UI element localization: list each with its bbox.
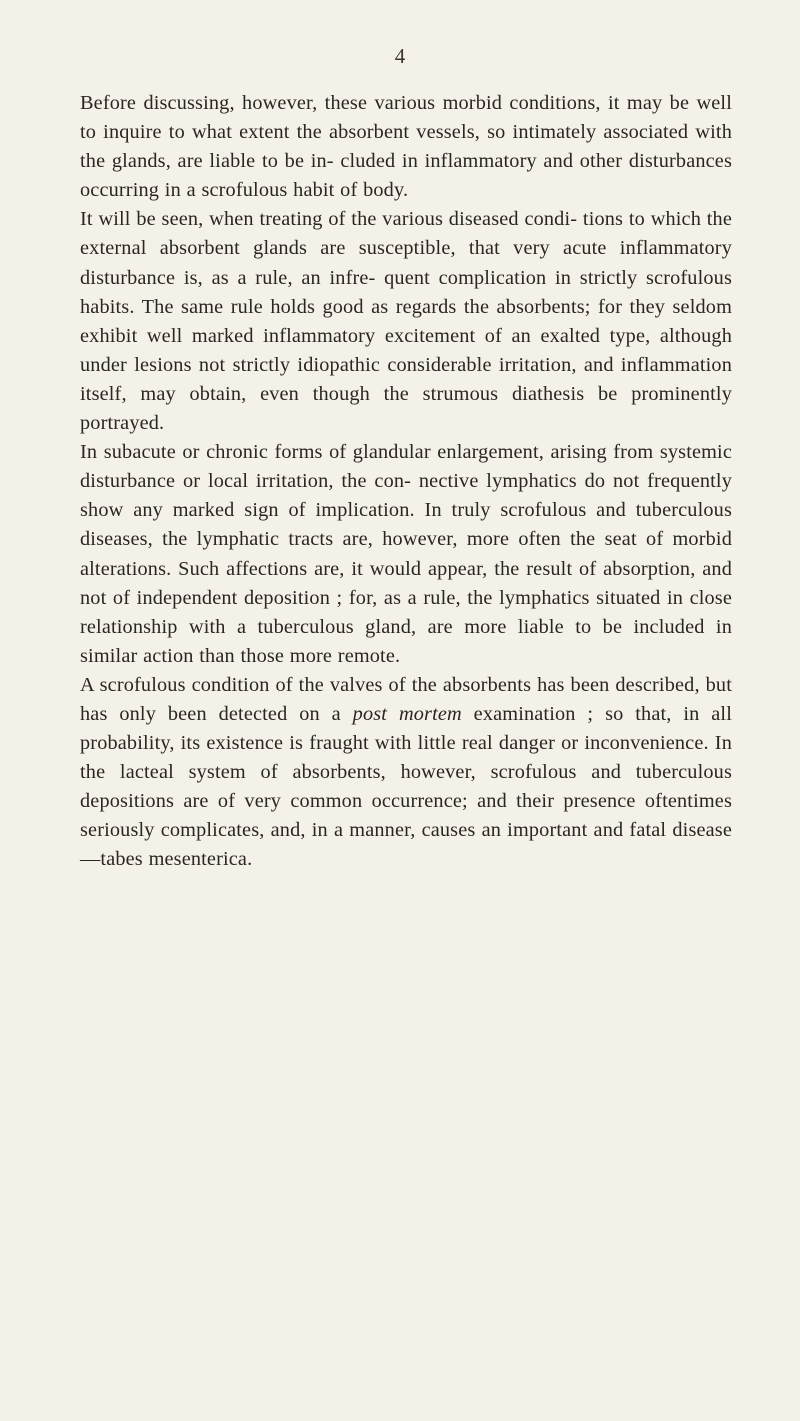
paragraph-2: It will be seen, when treating of the various diseased condi- tions to which the external absorbent glands are susceptible, that very acute inflammatory disturbance is, as a rule, an infre- quent complication in strictly scrofulous habits. The same rule holds good as regards the absorbents; for they seldom exhibit well marked inflammatory excitement of an exalted type, although under lesions not strictly idiopathic considerable irritation, and inflammation itself, may obtain, even though the strumous diathesis be prominently portrayed. (80, 208, 732, 435)
paragraph-4-after: examination ; so that, in all probability, its existence is fraught with little real danger or inconvenience. In the lacteal system of absorbents, however, scrofulous and tuberculous depositions are of very common occurrence; and their presence oftentimes seriously complicates, and, in a manner, causes an important and fatal disease—tabes mesenterica. (80, 702, 733, 871)
paragraph-3: In subacute or chronic forms of glandular enlargement, arising from systemic disturbance or local irritation, the con- nective lymphatics do not frequently show any marked sign of implication. In truly scrofulous and tuberculous diseases, the lymphatic tracts are, however, more often the seat of morbid alterations. Such affections are, it would appear, the result of absorption, and not of independent deposition ; for, as a rule, the lymphatics situated in close relationship with a tuberculous gland, are more liable to be included in similar action than those more remote. (80, 441, 732, 667)
italic-phrase-post-mortem: post mortem (352, 702, 462, 725)
paragraph-4-before: A scrofulous condition of the valves of the absorbents has been described, but has only been detected on a (80, 673, 732, 725)
paragraph-1: Before discussing, however, these various morbid conditions, it may be well to inquire to what extent the absorbent vessels, so intimately associated with the glands, are liable to be in- cluded in inflammatory and other disturbances occurring in a scrofulous habit of body. (80, 92, 732, 202)
body-text (80, 89, 732, 875)
page-number: 4 (394, 44, 406, 68)
paragraph-4 (80, 671, 732, 875)
